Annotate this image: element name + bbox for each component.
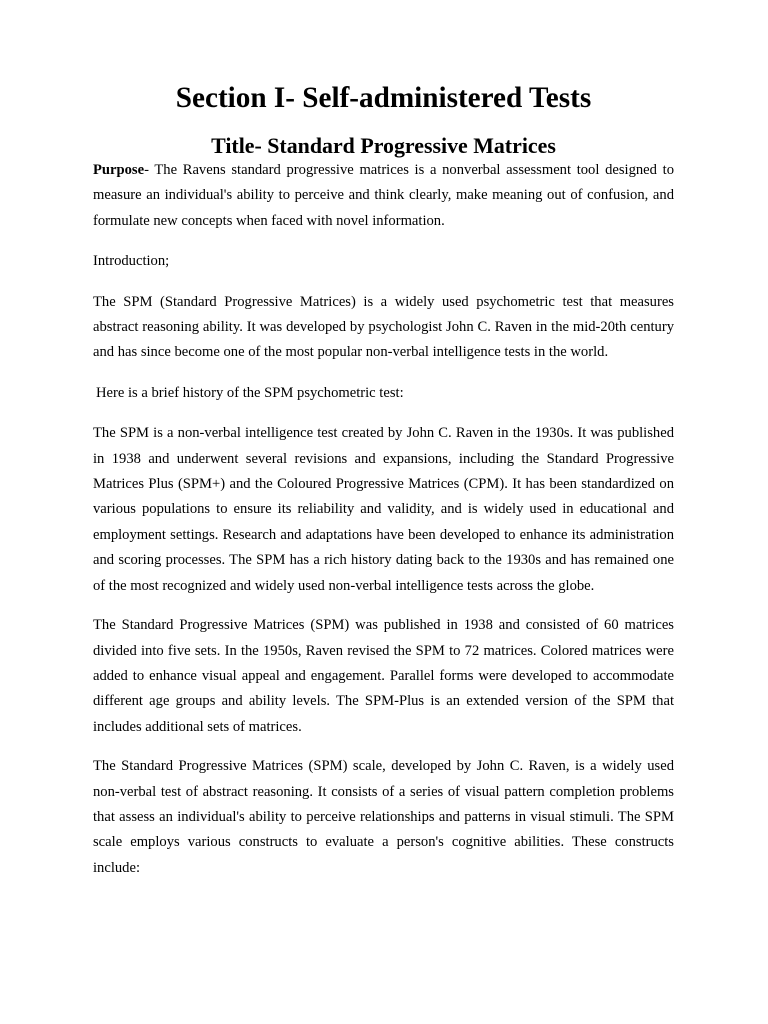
- paragraph-scale-constructs: The Standard Progressive Matrices (SPM) scale, developed by John C. Raven, is a widely used non-verbal test of abstract reasoning. It consists of a series of visual pattern completion problems that assess an individual's ability to perceive relationships and patterns in visual stimuli. The SPM scale employs various constructs to evaluate a person's cognitive abilities. These constructs include:: [93, 758, 674, 876]
- purpose-text: - The Ravens standard progressive matrices is a nonverbal assessment tool designed to measure an individual's ability to perceive and think clearly, make meaning out of confusion, and formulate new concepts when faced with novel information.: [93, 162, 674, 229]
- paragraph-history-detail: The SPM is a non-verbal intelligence test created by John C. Raven in the 1930s. It was published in 1938 and underwent several revisions and expansions, including the Standard Progressive Matrices Plus (SPM+) and the Coloured Progressive Matrices (CPM). It has been standardized on various populations to ensure its reliability and validity, and is widely used in educational and employment settings. Research and adaptations have been developed to enhance its administration and scoring processes. The SPM has a rich history dating back to the 1930s and has remained one of the most recognized and widely used non-verbal intelligence tests across the globe.: [93, 425, 674, 594]
- paragraph-publication: The Standard Progressive Matrices (SPM) was published in 1938 and consisted of 60 matrices divided into five sets. In the 1950s, Raven revised the SPM to 72 matrices. Colored matrices were added to enhance visual appeal and engagement. Parallel forms were developed to accommodate different age groups and ability levels. The SPM-Plus is an extended version of the SPM that includes additional sets of matrices.: [93, 617, 674, 735]
- paragraph-history-intro: Here is a brief history of the SPM psychometric test:: [96, 384, 404, 401]
- section-heading: Section I- Self-administered Tests: [175, 82, 592, 114]
- title-heading: Title- Standard Progressive Matrices: [211, 133, 556, 158]
- introduction-label: Introduction;: [93, 253, 170, 270]
- document-body: [93, 82, 674, 881]
- purpose-paragraph: [93, 158, 674, 234]
- paragraph-spm-overview: The SPM (Standard Progressive Matrices) is a widely used psychometric test that measures abstract reasoning ability. It was developed by psychologist John C. Raven in the mid-20th century and has since become one of the most popular non-verbal intelligence tests in the world.: [93, 293, 674, 361]
- purpose-label: Purpose: [93, 162, 145, 178]
